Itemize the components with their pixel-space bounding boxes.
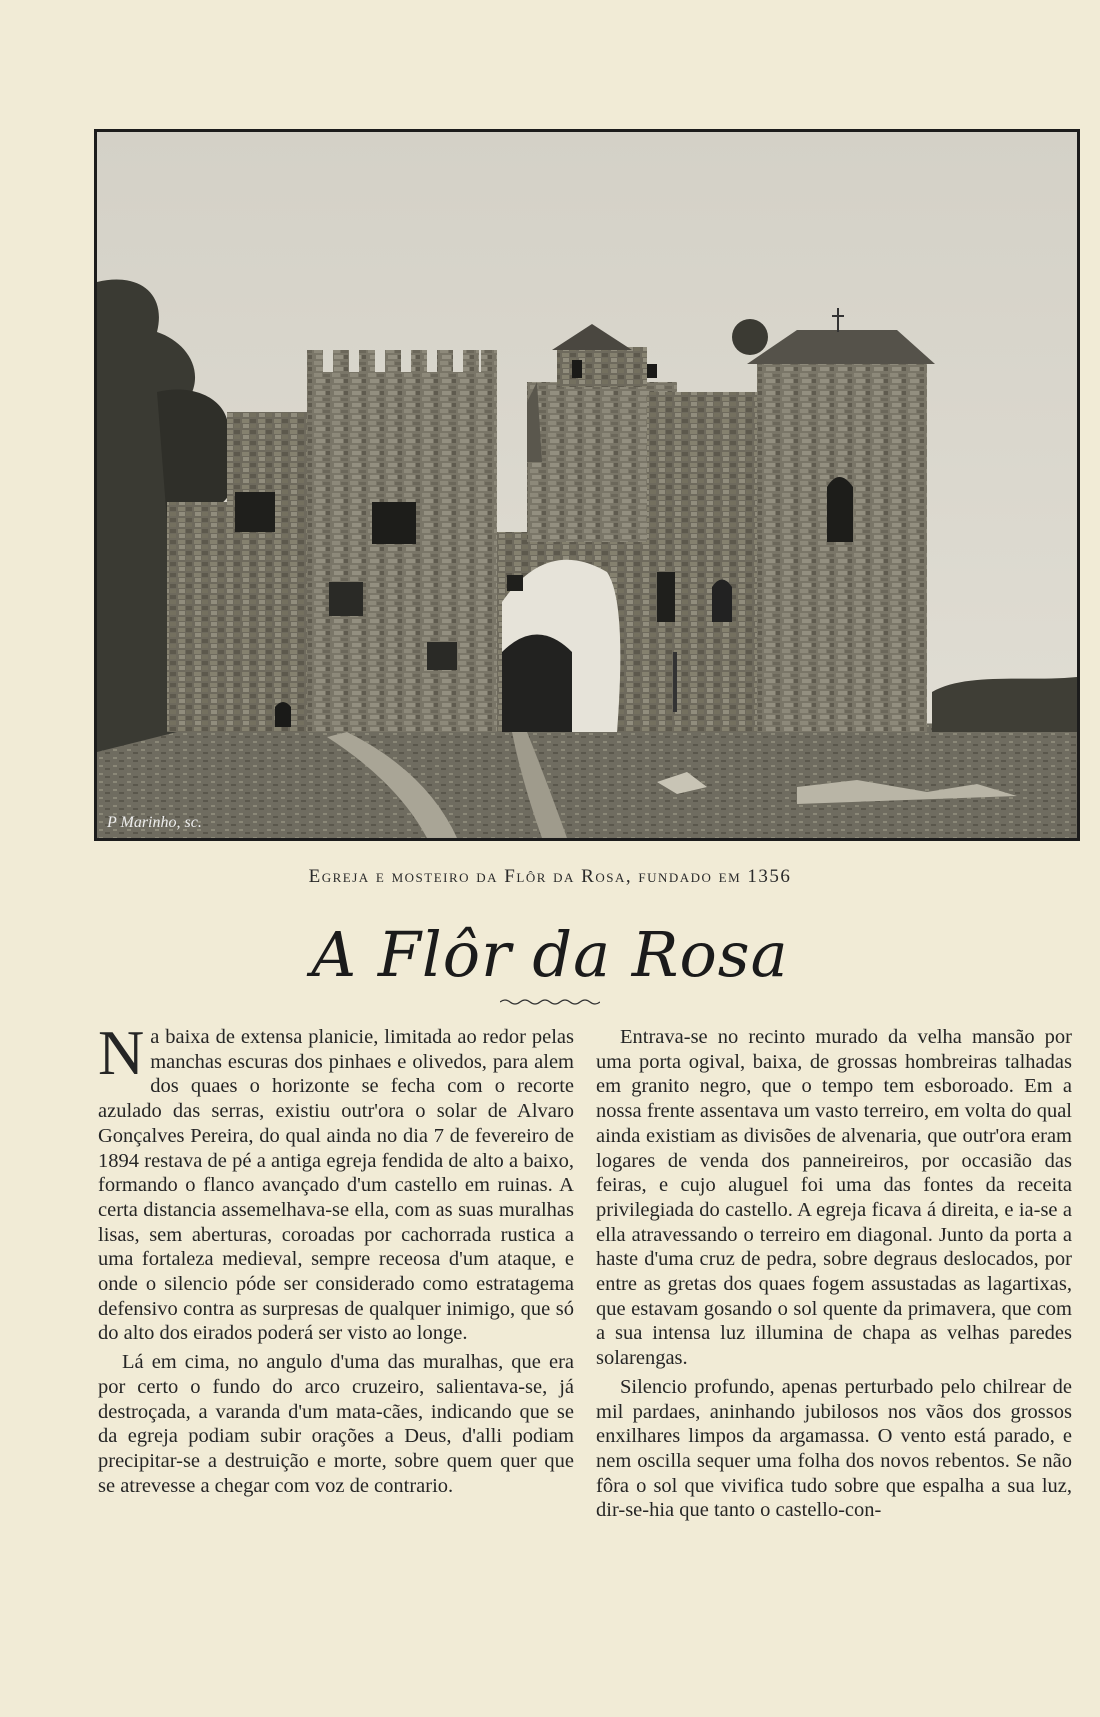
photo-caption: Egreja e mosteiro da Flôr da Rosa, fundado em 1356 [308,866,792,887]
engraver-signature: P Marinho, sc. [107,814,202,831]
article-title: A Flôr da Rosa [311,918,789,991]
decorative-divider [500,997,600,1007]
paragraph: Lá em cima, no angulo d'uma das muralhas, que era por certo o fundo do arco cruzeiro, salientava-se, já destroçada, a varanda d'um mata-cães, indicando que se da egreja podiam subir orações a Deus, d'alli podiam precipitar-se a destruição e morte, sobre quem quer que se atrevesse a chegar com voz de contrario. [98,1351,574,1497]
article-column-left [98,1017,574,1498]
paragraph-text: a baixa de extensa planicie, limitada ao redor pelas manchas escuras dos pinhaes e olivedos, para alem dos quaes o horizonte se fecha com o recorte azulado das serras, existiu outr'ora o solar de Alvaro Gonçalves Pereira, do qual ainda no dia 7 de fevereiro de 1894 restava de pé a antiga egreja fendida de alto a baixo, formando o flanco avançado d'um castello em ruinas. A certa distancia assemelhava-se ella, com as suas muralhas lisas, sem aberturas, coroadas por cachorrada rustica a uma fortaleza medieval, sempre receosa d'um ataque, e onde o silencio póde ser considerado como estratagema defensivo contra as surpresas de qualquer inimigo, que só do alto dos eirados poderá ser visto ao longe. [98,1026,574,1345]
paragraph: Silencio profundo, apenas perturbado pelo chilrear de mil pardaes, aninhando jubilosos nos vãos dos grossos enxilhares limpos da argamassa. O vento está parado, e nem oscilla sequer uma folha dos novos rebentos. Se não fôra o sol que vivifica tudo sobre que espalha a sua luz, dir-se-hia que tanto o castello-con- [596,1375,1072,1522]
drop-cap: N [98,1017,145,1088]
monastery-photograph [94,129,1080,841]
article-column-right [596,1025,1072,1523]
paragraph: Entrava-se no recinto murado da velha mansão por uma porta ogival, baixa, de grossas hombreiras talhadas em granito negro, que o tempo tem esboroado. Em a nossa frente assentava um vasto terreiro, em volta do qual ainda existiam as divisões de alvenaria, que outr'ora eram logares de venda dos panneireiros, por occasião das feiras, e cujo aluguel foi uma das fontes da receita privilegiada do castello. A egreja ficava á direita, e ia-se a ella atravessando o terreiro em diagonal. Junto da porta a haste d'uma cruz de pedra, sobre degraus deslocados, por entre as gretas dos quaes fogem assustadas as lagartixas, que estavam gosando o sol quente da primavera, que com a sua intensa luz illumina de chapa as velhas paredes solarengas. [596,1026,1072,1370]
monastery-illustration [97,132,1077,838]
paragraph [98,1017,574,1346]
